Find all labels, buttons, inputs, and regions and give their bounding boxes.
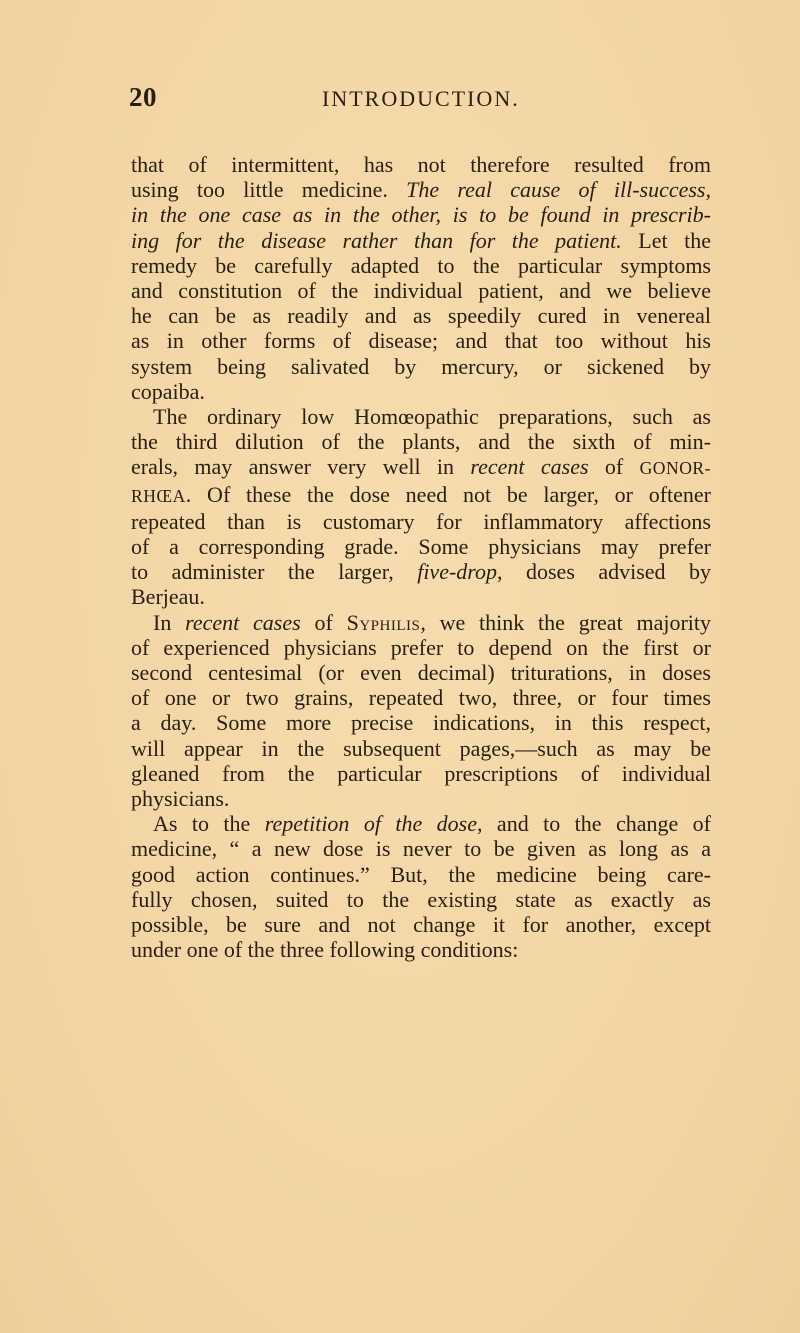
text-line <box>131 454 711 481</box>
text-run: of experienced physicians prefer to depend on the first or <box>131 634 711 660</box>
small-caps-text: Syphilis <box>346 609 421 635</box>
italic-text: recent cases <box>470 454 589 480</box>
text-run: he can be as readily and as speedily cured in venereal <box>131 303 711 329</box>
page-number: 20 <box>129 82 157 112</box>
text-line <box>131 862 711 887</box>
italic-text: recent cases <box>185 609 301 635</box>
text-run: , doses advised by <box>497 559 711 585</box>
text-run: , and to the change of <box>477 811 711 837</box>
text-line <box>131 228 711 253</box>
text-run: The ordinary low Homœopathic preparations, such as <box>153 404 711 430</box>
text-run: that of intermittent, has not therefore resulted from <box>131 152 711 177</box>
text-line <box>131 482 711 509</box>
text-line <box>131 836 711 861</box>
text-run: of a corresponding grade. Some physicians may prefer <box>131 534 711 560</box>
text-line <box>131 379 711 404</box>
text-line <box>131 912 711 937</box>
text-run: a day. Some more precise indications, in this respect, <box>131 710 711 736</box>
text-run: In <box>153 609 186 635</box>
text-run: Berjeau. <box>131 584 205 610</box>
text-run: repeated than is customary for inflammatory affections <box>131 508 711 534</box>
text-run: the third dilution of the plants, and the sixth of min- <box>131 429 711 455</box>
text-line <box>131 328 711 353</box>
text-line <box>131 736 711 761</box>
text-run: to administer the larger, <box>131 559 418 585</box>
text-line <box>131 887 711 912</box>
text-line <box>131 534 711 559</box>
text-run: , we think the great majority <box>420 609 712 635</box>
text-run: copaiba. <box>131 378 205 404</box>
text-line <box>131 786 711 811</box>
text-run: second centesimal (or even decimal) triturations, in doses <box>131 660 711 686</box>
text-line <box>131 685 711 710</box>
text-run: As to the <box>153 811 265 837</box>
text-run: Let the <box>621 227 711 253</box>
text-line <box>131 303 711 328</box>
text-line <box>131 404 711 429</box>
text-run: remedy be carefully adapted to the particular symptoms <box>131 252 711 278</box>
text-run: under one of the three following conditions: <box>131 937 519 963</box>
text-run: and constitution of the individual patient, and we believe <box>131 278 711 304</box>
small-caps-text: GONOR- <box>639 458 711 479</box>
text-run: as in other forms of disease; and that too without his <box>131 328 711 354</box>
text-line <box>131 202 711 227</box>
text-line <box>131 584 711 609</box>
italic-text: ing for the disease rather than for the patient. <box>131 227 622 253</box>
text-line <box>131 610 711 635</box>
text-run: good action continues.” But, the medicine being care- <box>131 861 711 887</box>
body-text <box>131 152 711 963</box>
italic-text: The real cause of ill-success, <box>406 177 711 203</box>
text-line <box>131 429 711 454</box>
text-run: will appear in the subsequent pages,—such as may be <box>131 735 711 761</box>
text-line <box>131 761 711 786</box>
text-run: of one or two grains, repeated two, three, or four times <box>131 685 711 711</box>
text-line <box>131 660 711 685</box>
text-line <box>131 177 711 202</box>
text-run: . Of these the dose need not be larger, or oftener <box>185 481 711 507</box>
text-run: gleaned from the particular prescriptions of individual <box>131 760 711 786</box>
text-run: of <box>588 454 640 480</box>
running-title: INTRODUCTION. <box>322 86 520 111</box>
italic-text: five-drop <box>417 559 498 585</box>
text-run: medicine, “ a new dose is never to be given as long as a <box>131 836 711 862</box>
text-line <box>131 253 711 278</box>
text-line <box>131 278 711 303</box>
text-run: of <box>300 609 347 635</box>
text-line <box>131 559 711 584</box>
text-run: physicians. <box>131 786 230 812</box>
text-line <box>131 811 711 836</box>
italic-text: in the one case as in the other, is to be found in prescrib- <box>131 202 711 228</box>
text-line <box>131 509 711 534</box>
text-run: fully chosen, suited to the existing state as exactly as <box>131 886 711 912</box>
text-line <box>131 635 711 660</box>
text-run: system being salivated by mercury, or sickened by <box>131 353 711 379</box>
text-run: possible, be sure and not change it for another, except <box>131 912 711 938</box>
text-line <box>131 152 711 177</box>
text-run: erals, may answer very well in <box>131 454 471 480</box>
text-line <box>131 937 711 962</box>
text-line <box>131 710 711 735</box>
text-line <box>131 354 711 379</box>
text-run: using too little medicine. <box>131 177 407 203</box>
italic-text: repetition of the dose <box>264 811 478 837</box>
small-caps-text: RHŒA <box>131 485 186 506</box>
